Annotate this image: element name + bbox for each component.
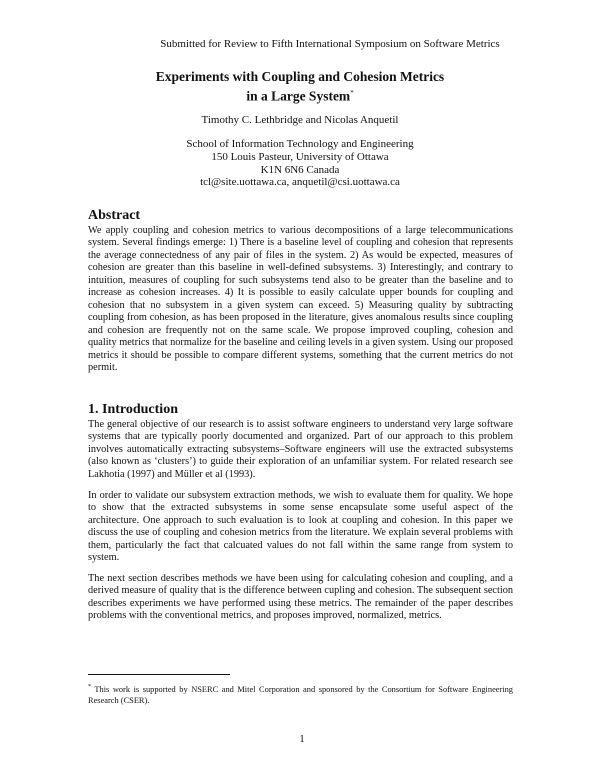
introduction-paragraph-3 <box>88 573 513 623</box>
abstract-body <box>88 225 513 374</box>
title-line-2-text: in a Large System <box>246 88 351 104</box>
page-number: 1 <box>299 733 305 745</box>
introduction-paragraph-1 <box>88 419 513 481</box>
abstract-paragraph: We apply coupling and cohesion metrics to various decompositions of a large telecommunications system. Several findings emerge: 1) There is a baseline level of coupling and cohesion that represents the average connectedness of any pair of files in the system. 2) As would be expected, measures of cohesion are greater than this baseline in well-defined subsystems. 3) Interestingly, and contrary to intuition, measures of coupling for such subsystems tend also to be greater than the baseline and to increase as cohesion increases. 4) It is possible to easily calculate upper bounds for coupling and cohesion that no subsystem in a given system can exceed. 5) Measuring quality by subtracting coupling from cohesion, as has been proposed in the literature, gives anomalous results since coupling and cohesion are frequently not on the same scale. We propose improved coupling, cohesion and quality metrics that normalize for the baseline and ceiling levels in a given system. Using our proposed metrics it should be possible to compare different systems, something that the current metrics do not permit. <box>88 225 513 373</box>
body-paragraph: The next section describes methods we have been using for calculating cohesion and coupling, and a derived measure of quality that is the difference between cupling and cohesion. The subsequent section describes experiments we have performed using these metrics. The remainder of the paper describes problems with the conventional metrics, and proposes improved, normalized, metrics. <box>88 573 513 622</box>
footnote <box>88 682 513 706</box>
abstract-heading: Abstract <box>88 208 141 223</box>
title-line-1: Experiments with Coupling and Cohesion Metrics <box>155 69 445 84</box>
footnote-rule <box>88 674 230 675</box>
footnote-text: This work is supported by NSERC and Mitel Corporation and sponsored by the Consortium for Software Engineering Research (CSER). <box>88 684 513 705</box>
affiliation-address: 150 Louis Pasteur, University of Ottawa <box>211 150 389 163</box>
introduction-heading: 1. Introduction <box>88 402 178 417</box>
affiliation-emails: tcl@site.uottawa.ca, anquetil@csi.uottawa.ca <box>200 176 400 189</box>
body-paragraph: In order to validate our subsystem extraction methods, we wish to evaluate them for quality. We hope to show that the extracted subsystems in some sense encapsulate some useful aspect of the architecture. One approach to such evaluation is to look at coupling and cohesion. In this paper we discuss the use of coupling and cohesion metrics from the literature. We explain several problems with them, particularly the fact that calcuated values do not fall within the same range from system to system. <box>88 490 513 564</box>
introduction-paragraph-2 <box>88 490 513 565</box>
paper-title <box>0 68 600 105</box>
affiliation-postal: K1N 6N6 Canada <box>260 163 340 176</box>
running-header: Submitted for Review to Fifth International Symposium on Software Metrics <box>160 38 500 50</box>
footnote-mark: * <box>88 684 91 690</box>
affiliation-school: School of Information Technology and Engineering <box>186 138 414 150</box>
affiliation-block <box>0 138 600 189</box>
title-line-2 <box>0 85 600 105</box>
title-footnote-mark: * <box>350 89 354 97</box>
body-paragraph: The general objective of our research is to assist software engineers to understand very large software systems that are typically poorly documented and organized. Part of our approach to this problem involves automatically extracting subsystems–Software engineers will use the extracted subsystems (also known as ‘clusters’) to guide their exploration of an unfamiliar system. For related research see Lakhotia (1997) and Müller et al (1993). <box>88 419 513 480</box>
author-list: Timothy C. Lethbridge and Nicolas Anquetil <box>201 114 399 126</box>
